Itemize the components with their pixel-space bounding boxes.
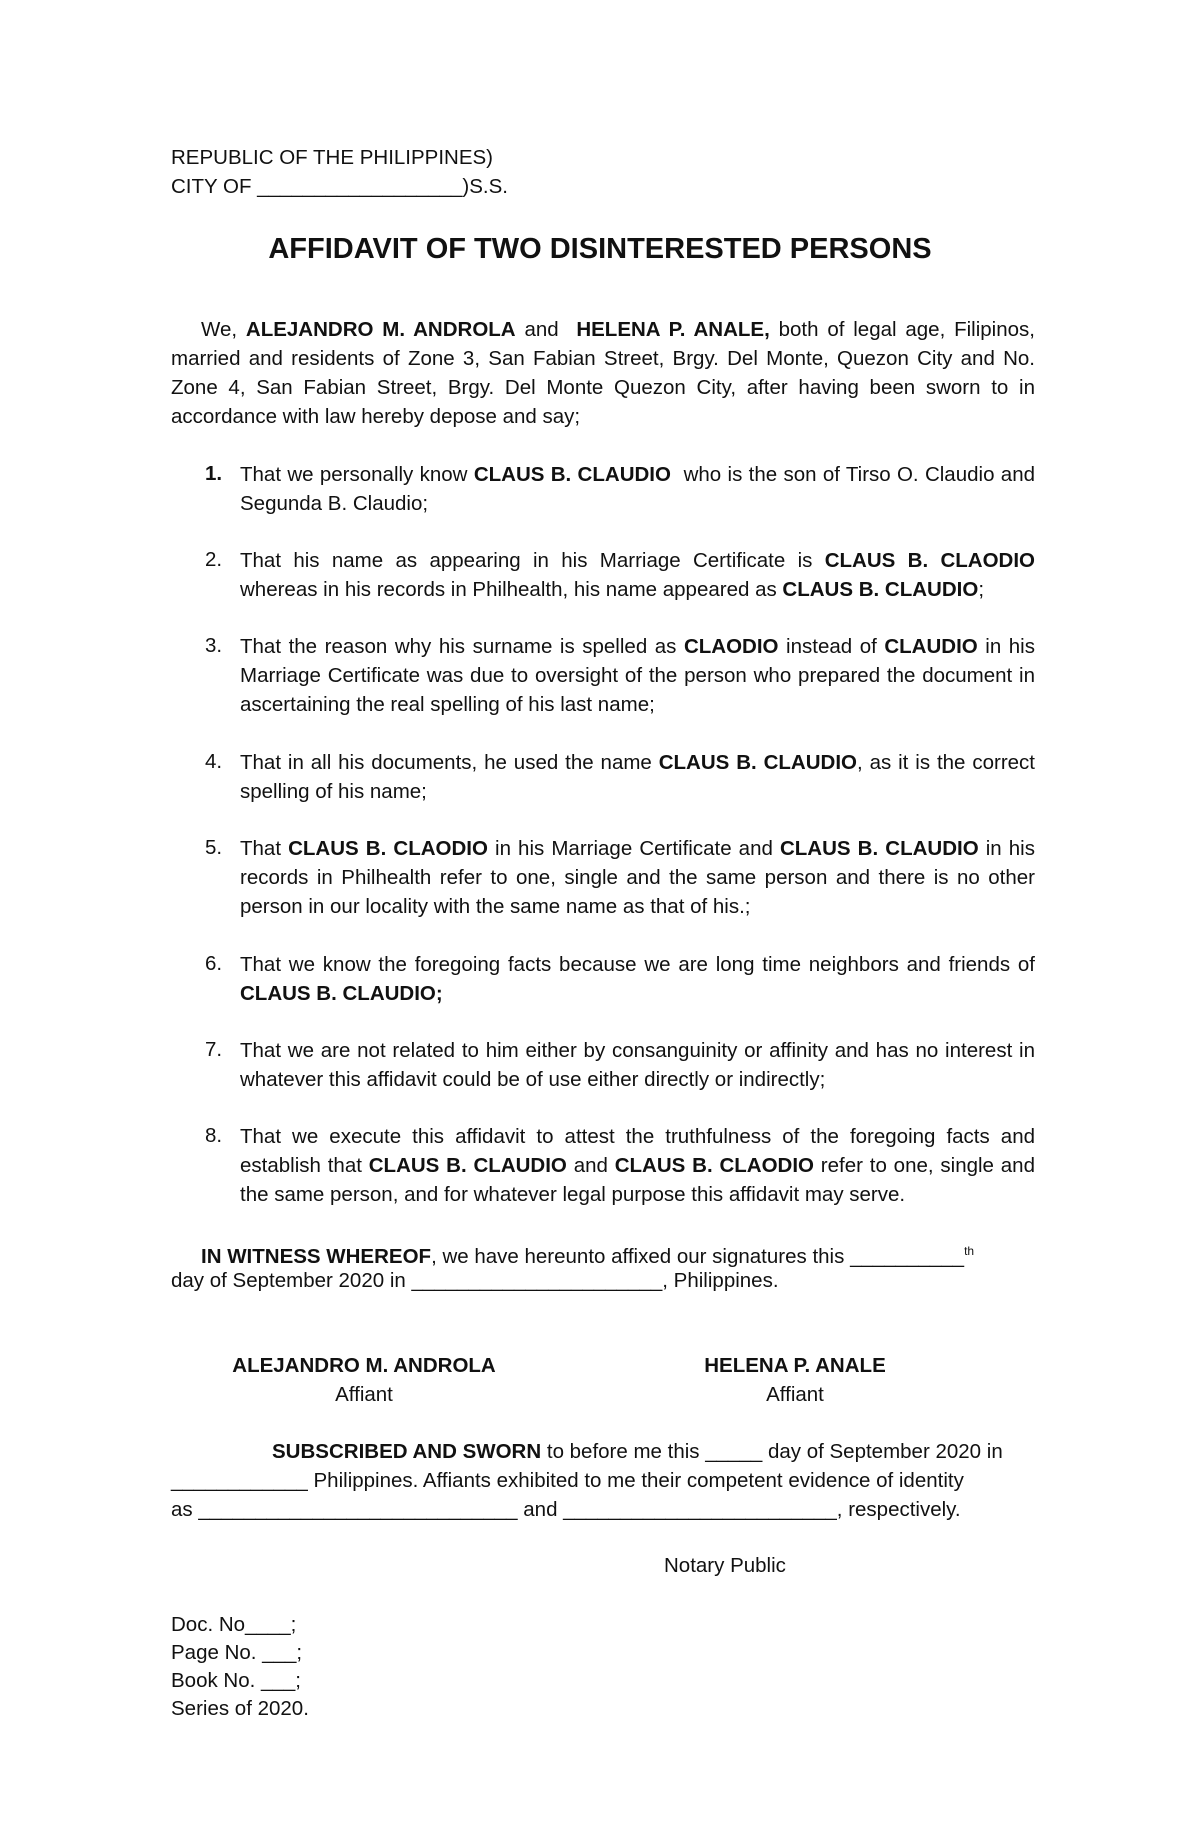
series: Series of 2020.	[171, 1697, 309, 1720]
witness-line-2: day of September 2020 in ______________________, Philippines.	[171, 1269, 779, 1292]
page-no: Page No. ___;	[171, 1641, 303, 1664]
signatory-1-role: Affiant	[335, 1383, 393, 1406]
list-item: That in all his documents, he used the name CLAUS B. CLAUDIO, as it is the correct spelling of his name;	[240, 751, 1035, 803]
item-number: 1.	[205, 462, 223, 485]
item-number: 6.	[205, 952, 223, 975]
list-item: That we personally know CLAUS B. CLAUDIO who is the son of Tirso O. Claudio and Segunda B. Claudio;	[240, 463, 1041, 515]
signatory-1-name: ALEJANDRO M. ANDROLA	[232, 1354, 496, 1377]
list-item: That the reason why his surname is spelled as CLAODIO instead of CLAUDIO in his Marriage Certificate was due to oversight of the person who prepared the document in ascertaining the real spelling of his last name;	[240, 635, 1035, 716]
item-number: 5.	[205, 836, 223, 859]
document-title: AFFIDAVIT OF TWO DISINTERESTED PERSONS	[268, 233, 932, 265]
item-number: 7.	[205, 1038, 223, 1061]
jurat-line-2: ____________ Philippines. Affiants exhibited to me their competent evidence of identity	[171, 1469, 964, 1492]
affiant1-name: ALEJANDRO M. ANDROLA	[245, 318, 516, 341]
list-item: That his name as appearing in his Marriage Certificate is CLAUS B. CLAODIO whereas in his records in Philhealth, his name appeared as CLAUS B. CLAUDIO;	[240, 549, 1035, 601]
witness-line-1: IN WITNESS WHEREOF, we have hereunto affixed our signatures this __________$^{th}$	[201, 1244, 975, 1268]
list-item: That we are not related to him either by consanguinity or affinity and has no interest in whatever this affidavit could be of use either directly or indirectly;	[240, 1039, 1035, 1091]
jurat-line-1: SUBSCRIBED AND SWORN to before me this _____ day of September 2020 in	[272, 1440, 1003, 1463]
city-header: CITY OF __________________)S.S.	[171, 175, 508, 198]
intro-paragraph: We, ALEJANDRO M. ANDROLA and HELENA P. ANALE, both of legal age, Filipinos, married and residents of Zone 3, San Fabian Street, Brgy. Del Monte, Quezon City and No. Zone 4, San Fabian Street, Brgy. Del Monte Quezon City, after having been sworn to in accordance with law hereby depose and say;	[171, 318, 1035, 428]
signatory-2-name: HELENA P. ANALE	[704, 1354, 886, 1377]
item-number: 3.	[205, 634, 223, 657]
list-item: That CLAUS B. CLAODIO in his Marriage Certificate and CLAUS B. CLAUDIO in his records in Philhealth refer to one, single and the same person and there is no other person in our locality with the same name as that of his.;	[240, 837, 1035, 918]
signatory-2-role: Affiant	[766, 1383, 824, 1406]
republic-header: REPUBLIC OF THE PHILIPPINES)	[171, 146, 494, 169]
list-item: That we execute this affidavit to attest the truthfulness of the foregoing facts and establish that CLAUS B. CLAUDIO and CLAUS B. CLAODIO refer to one, single and the same person, and for whatever legal purpose this affidavit may serve.	[240, 1125, 1035, 1206]
item-number: 4.	[205, 750, 223, 773]
affiant2-name: HELENA P. ANALE,	[576, 318, 770, 341]
book-no: Book No. ___;	[171, 1669, 301, 1692]
notary-public-label: Notary Public	[664, 1554, 786, 1577]
item-number: 2.	[205, 548, 223, 571]
item-number: 8.	[205, 1124, 223, 1147]
list-item: That we know the foregoing facts because we are long time neighbors and friends of CLAUS B. CLAUDIO;	[240, 953, 1035, 1005]
jurat-line-3: as ____________________________ and ________________________, respectively.	[171, 1498, 961, 1521]
doc-no: Doc. No____;	[171, 1613, 297, 1636]
